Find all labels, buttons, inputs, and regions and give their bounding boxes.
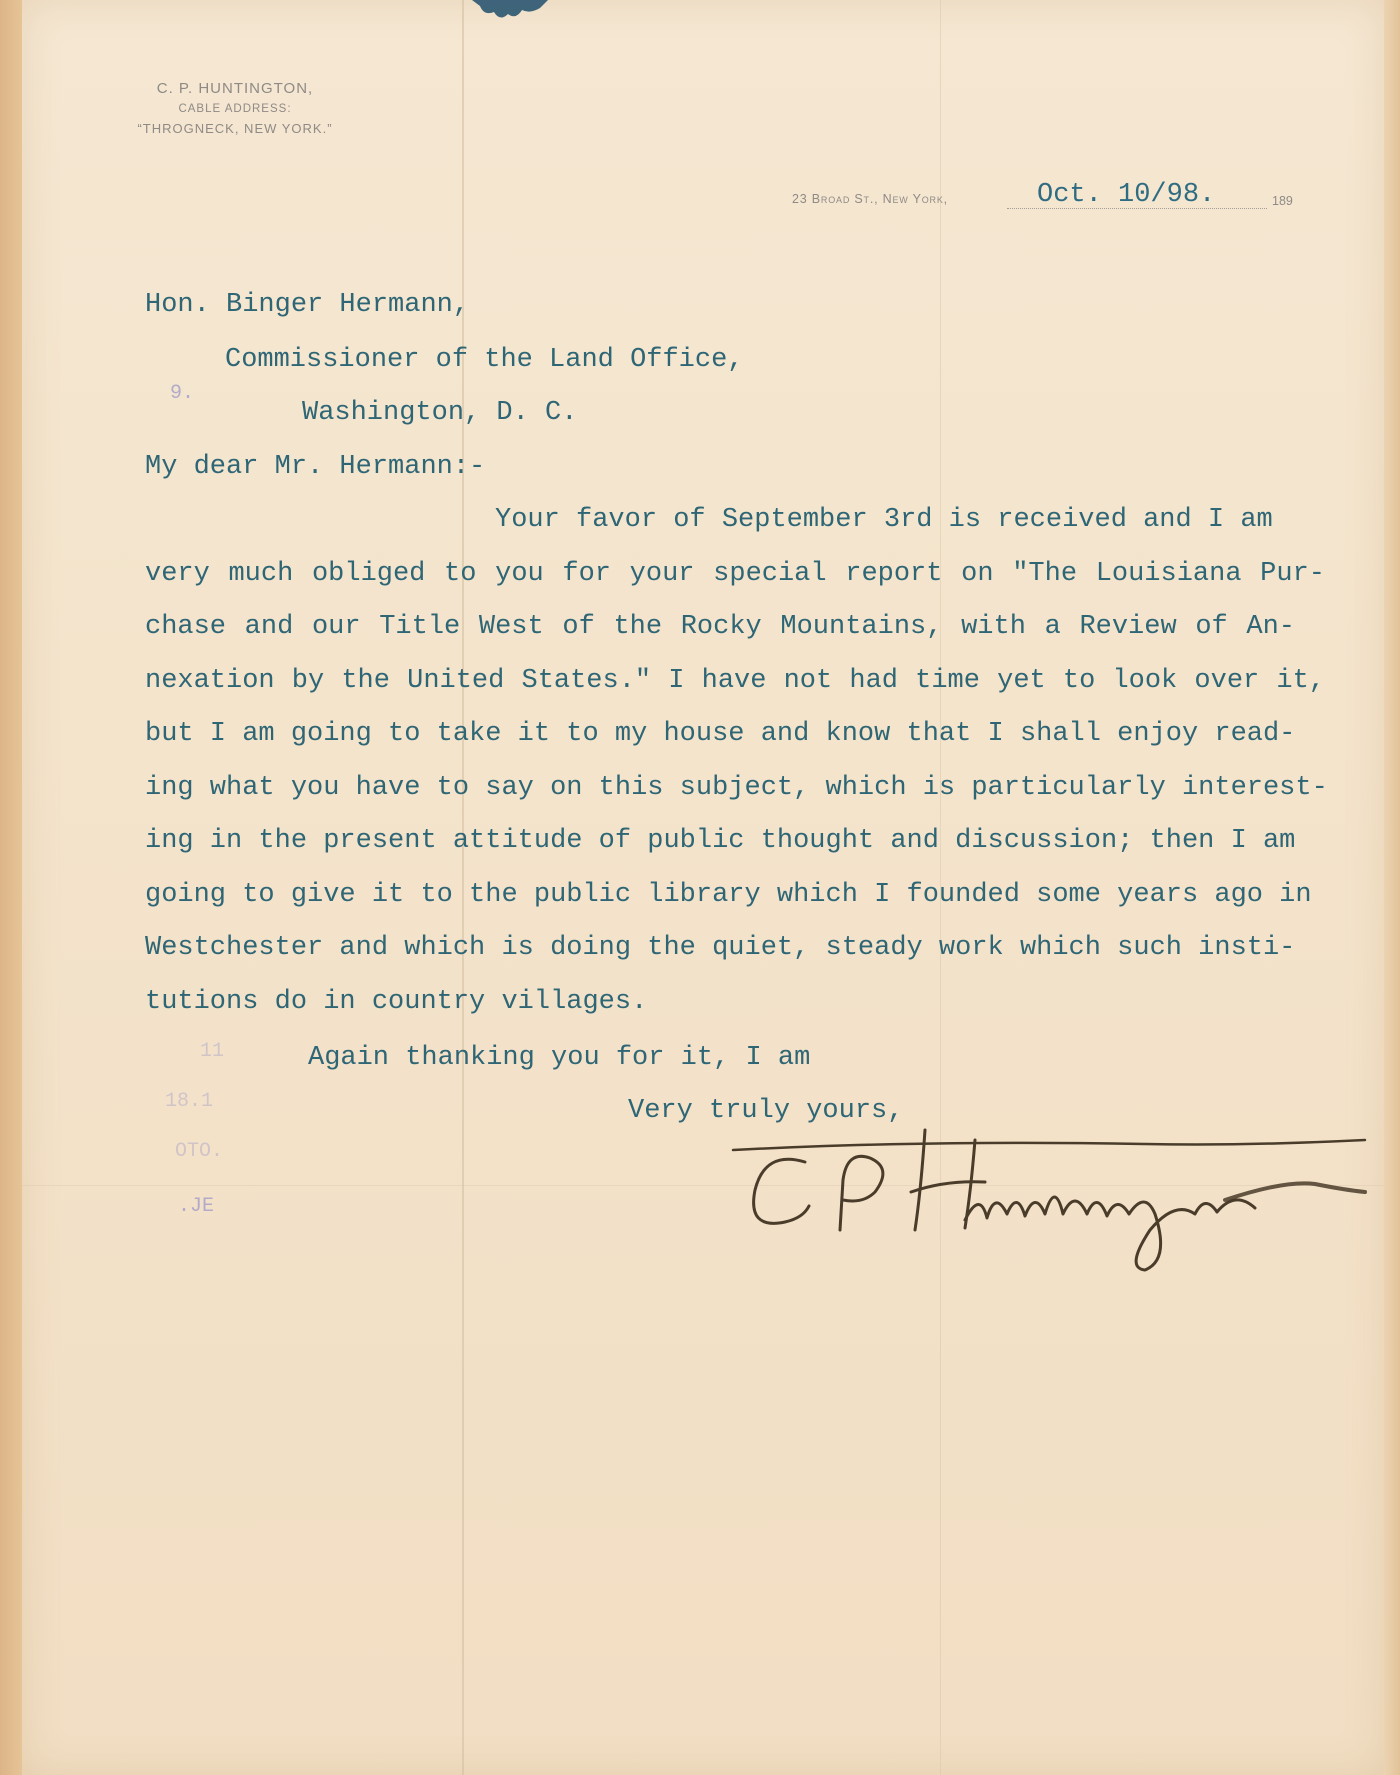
dateline-year-prefix: 189 [1272,194,1293,208]
dateline-address: 23 Broad St., New York, [792,192,948,206]
body-line: very much obliged to you for your special report on "The Louisiana Pur- [145,559,1325,589]
closing-line: Again thanking you for it, I am [308,1043,811,1073]
recipient-name: Hon. Binger Hermann, [145,290,470,320]
body-line: Westchester and which is doing the quiet, steady work which such insti- [145,933,1296,963]
dateline-date: Oct. 10/98. [1037,180,1216,210]
archive-mark: 9. [170,382,195,405]
archive-mark: 11 [200,1040,225,1063]
letterhead [95,80,375,136]
body-line: chase and our Title West of the Rocky Mountains, with a Review of An- [145,612,1295,642]
body-line: ing what you have to say on this subject, which is particularly interest- [145,773,1328,803]
body-line: going to give it to the public library which I founded some years ago in [145,880,1312,910]
archive-mark: OTO. [175,1140,224,1163]
body-line: ing in the present attitude of public thought and discussion; then I am [145,826,1296,856]
letterhead-cable-label: CABLE ADDRESS: [178,103,292,115]
body-line: tutions do in country villages. [145,987,648,1017]
body-line: but I am going to take it to my house and know that I shall enjoy read- [145,719,1296,749]
archive-mark: .JE [178,1195,215,1218]
letterhead-cable-address: “THROGNECK, NEW YORK.” [137,121,333,136]
salutation: My dear Mr. Hermann:- [145,452,486,482]
complimentary-close: Very truly yours, [628,1096,904,1126]
dateline [792,180,1302,210]
recipient-location: Washington, D. C. [302,398,578,428]
ink-blot-icon [470,0,550,22]
body-line: Your favor of September 3rd is received and I am [495,505,1273,535]
body-line: nexation by the United States." I have not had time yet to look over it, [145,666,1325,696]
signature-icon [725,1110,1375,1280]
archive-mark: 18.1 [165,1090,214,1113]
recipient-title: Commissioner of the Land Office, [225,345,744,375]
letterhead-name: C. P. HUNTINGTON, [156,80,314,97]
